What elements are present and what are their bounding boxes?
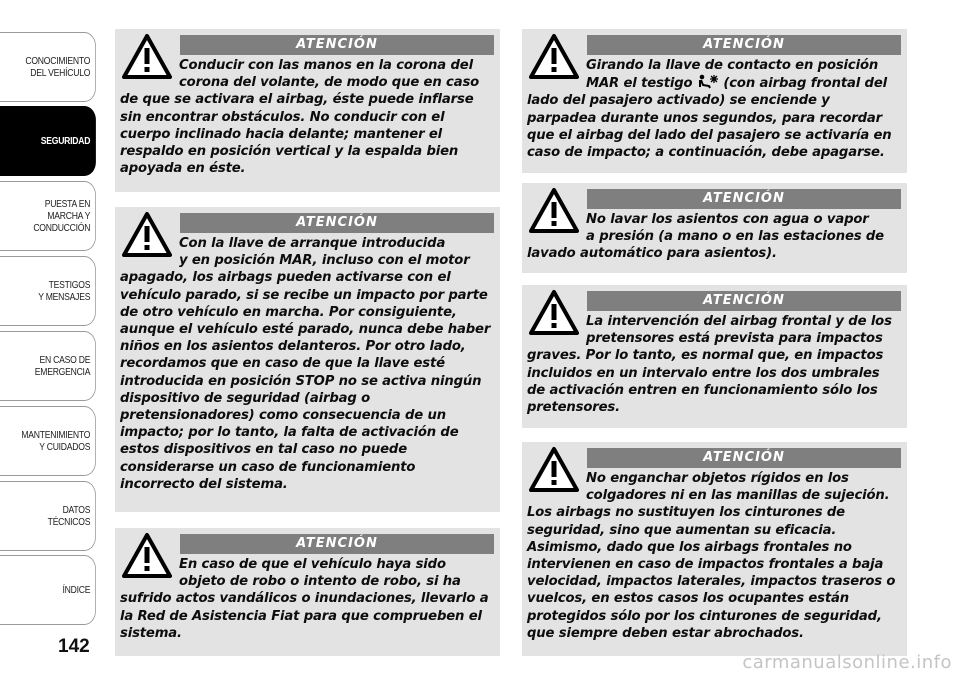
warning-triangle-icon — [122, 532, 172, 578]
warning-triangle-icon — [122, 33, 172, 79]
warning-text: La intervención del airbag frontal y de los pretensores está prevista para impactos graves. Por lo tanto, es normal que, en impactos incluidos en un intervalo entre los dos umbrales de activación entren en funcionamiento sólo los pretensores. — [527, 314, 892, 416]
warning-box-1 — [115, 29, 500, 192]
tab-testigos-y-mensajes[interactable]: TESTIGOS Y MENSAJES — [0, 256, 96, 326]
passenger-airbag-icon — [697, 74, 719, 89]
warning-text: Conducir con las manos en la corona del corona del volante, de modo que en caso de que se activara el airbag, éste puede inflarse sin encontrar obstáculos. No conducir con el cuerpo inclinado hacia delante; mantener el respaldo en posición vertical y la espalda bien apoyada en éste. — [120, 58, 480, 177]
warning-title-bar: ATENCIÓN — [587, 35, 901, 55]
warning-box-6 — [522, 285, 907, 428]
warning-box-3 — [115, 528, 500, 656]
warning-text: Girando la llave de contacto en posición MAR el testigo (con airbag frontal del lado del pasajero activado) se enciende y parpadea durante unos segundos, para recordar que el airbag del lado del pasajero se activaría en caso de impacto; a continuación, debe apagarse. — [527, 58, 892, 161]
warning-triangle-icon — [529, 33, 579, 79]
warning-title-bar: ATENCIÓN — [587, 448, 901, 468]
tab-en-caso-de-emergencia[interactable]: EN CASO DE EMERGENCIA — [0, 331, 96, 401]
warning-box-2 — [115, 207, 500, 512]
warning-triangle-icon — [122, 211, 172, 257]
warning-box-7 — [522, 442, 907, 656]
chapter-tabs — [0, 0, 103, 600]
warning-title-bar: ATENCIÓN — [587, 291, 901, 311]
warning-box-5 — [522, 183, 907, 273]
tab-seguridad[interactable]: SEGURIDAD — [0, 106, 96, 176]
warning-text: En caso de que el vehículo haya sido objeto de robo o intento de robo, si ha sufrido actos vandálicos o inundaciones, llevarlo a la Red de Asistencia Fiat para que comprueben el sistema. — [120, 557, 489, 641]
tab-puesta-en-marcha[interactable]: PUESTA EN MARCHA Y CONDUCCIÓN — [0, 181, 96, 251]
warning-text: No lavar los asientos con agua o vapor a presión (a mano o en las estaciones de lavado automático para asientos). — [527, 212, 884, 262]
warning-title-bar: ATENCIÓN — [587, 189, 901, 209]
warning-triangle-icon — [529, 289, 579, 335]
warning-text: No enganchar objetos rígidos en los colgadores ni en las manillas de sujeción. Los airbags no sustituyen los cinturones de seguridad, sino que aumentan su eficacia. Asimismo, dado que los airbags frontales no intervienen en caso de impactos frontales a baja velocidad, impactos laterales, impactos traseros o vuelcos, en estos casos los ocupantes están protegidos sólo por los cinturones de seguridad, que siempre deben estar abrochados. — [527, 471, 896, 641]
page-number: 142 — [58, 636, 90, 657]
warning-triangle-icon — [529, 446, 579, 492]
tab-mantenimiento-y-cuidados[interactable]: MANTENIMIENTO Y CUIDADOS — [0, 406, 96, 476]
warning-text: Con la llave de arranque introducida y en posición MAR, incluso con el motor apagado, los airbags pueden activarse con el vehículo parado, si se recibe un impacto por parte de otro vehículo en marcha. Por consiguiente, aunque el vehículo esté parado, nunca debe haber niños en los asientos delanteros. Por otro lado, recordamos que en caso de que la llave esté introducida en posición STOP no se activa ningún dispositivo de seguridad (airbag o pretensionadores) como consecuencia de un impacto; por lo tanto, la falta de activación de estos dispositivos en tal caso no puede considerarse un caso de funcionamiento incorrecto del sistema. — [120, 236, 491, 492]
tab-conocimiento-del-vehiculo[interactable]: CONOCIMIENTO DEL VEHÍCULO — [0, 32, 96, 102]
tab-datos-tecnicos[interactable]: DATOS TÉCNICOS — [0, 481, 96, 551]
warning-title-bar: ATENCIÓN — [180, 213, 494, 233]
warning-title-bar: ATENCIÓN — [180, 35, 494, 55]
watermark: carmanualsonline.info — [742, 652, 952, 673]
warning-box-4 — [522, 29, 907, 173]
warning-triangle-icon — [529, 187, 579, 233]
warning-title-bar: ATENCIÓN — [180, 534, 494, 554]
tab-indice[interactable]: ÍNDICE — [0, 555, 96, 625]
